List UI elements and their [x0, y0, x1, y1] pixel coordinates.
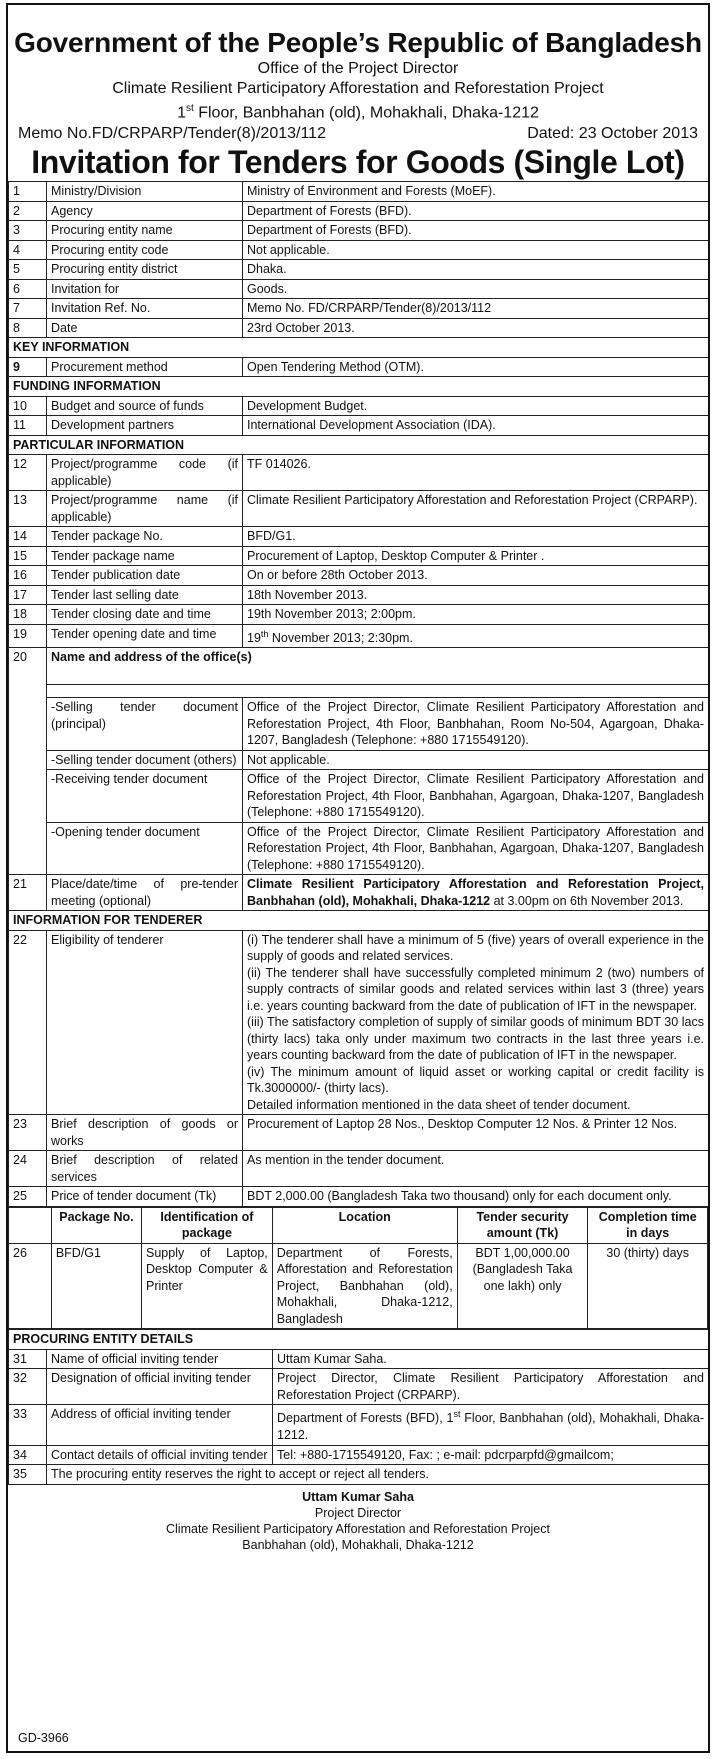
row-value: The procuring entity reserves the right to accept or reject all tenders. — [47, 1465, 709, 1485]
info-row — [9, 546, 709, 566]
row-label: Ministry/Division — [47, 182, 243, 202]
info-row — [9, 396, 709, 416]
row-number: 23 — [9, 1115, 47, 1151]
section-key-information — [9, 338, 709, 358]
entity-row — [9, 1405, 709, 1445]
row-value: Procurement of Laptop 28 Nos., Desktop Computer 12 Nos. & Printer 12 Nos. — [243, 1115, 709, 1151]
info-row — [9, 299, 709, 319]
tender-info-table — [8, 181, 709, 1207]
row-value — [243, 875, 709, 911]
row-number: 32 — [9, 1369, 47, 1405]
row-label: Project/programme code (if applicable) — [47, 455, 243, 491]
row-label: Tender package No. — [47, 527, 243, 547]
section-funding-information — [9, 377, 709, 397]
address-floor: 1 — [177, 104, 186, 122]
row-number: 16 — [9, 566, 47, 586]
row-label: Tender publication date — [47, 566, 243, 586]
row-value: 23rd October 2013. — [243, 318, 709, 338]
section-heading: FUNDING INFORMATION — [9, 377, 709, 397]
row-label: Procurement method — [47, 357, 243, 377]
package-security-header: Tender security amount (Tk) — [457, 1207, 588, 1243]
info-row — [9, 1115, 709, 1151]
row-number: 15 — [9, 546, 47, 566]
meeting-time: at 3.00pm on 6th November 2013. — [490, 893, 684, 908]
row-number: 14 — [9, 527, 47, 547]
info-row — [9, 566, 709, 586]
row-label: Tender opening date and time — [47, 624, 243, 648]
package-security: BDT 1,00,000.00 (Bangladesh Taka one lakh) only — [457, 1243, 588, 1329]
signature-block — [8, 1485, 708, 1553]
row-number: 8 — [9, 318, 47, 338]
section-heading: PARTICULAR INFORMATION — [9, 435, 709, 455]
row-value: Ministry of Environment and Forests (MoEF). — [243, 182, 709, 202]
package-completion: 30 (thirty) days — [588, 1243, 708, 1329]
info-row — [9, 930, 709, 1115]
row-number: 7 — [9, 299, 47, 319]
notice-header — [8, 27, 708, 123]
info-row — [9, 455, 709, 491]
row-number: 19 — [9, 624, 47, 648]
office-label: -Receiving tender document — [47, 770, 243, 823]
row-label: Project/programme name (if applicable) — [47, 491, 243, 527]
info-row — [9, 585, 709, 605]
package-ident-header: Identification of package — [142, 1207, 273, 1243]
eligibility-clause: (iii) The satisfactory completion of supply of similar goods of minimum BDT 30 lacs (thirty lacs) taka only under maximum two contracts in the last three years i.e. years counting backward from the date of publication of IFT in the newspaper. — [247, 1015, 704, 1063]
row-value — [243, 930, 709, 1115]
row-value: Department of Forests (BFD). — [243, 221, 709, 241]
row-label: Brief description of goods or works — [47, 1115, 243, 1151]
row-label: Procuring entity district — [47, 260, 243, 280]
row-label: Place/date/time of pre-tender meeting (optional) — [47, 875, 243, 911]
office-row — [9, 770, 709, 823]
row-label: Tender package name — [47, 546, 243, 566]
row-number: 1 — [9, 182, 47, 202]
row-value — [273, 1405, 709, 1445]
eligibility-clause: (iv) The minimum amount of liquid asset or working capital or credit facility is Tk.3000000/- (thirty lacs). — [247, 1064, 704, 1096]
address-rest: Floor, Banbhahan (old), Mohakhali, Dhaka-1212 — [193, 104, 539, 122]
row-value: On or before 28th October 2013. — [243, 566, 709, 586]
office-row — [9, 698, 709, 751]
row-label: Designation of official inviting tender — [47, 1369, 273, 1405]
section-particular-information — [9, 435, 709, 455]
office-row — [9, 750, 709, 770]
office-value: Office of the Project Director, Climate Resilient Participatory Afforestation and Reforestation Project, 4th Floor, Banbhahan, Agargoan, Dhaka-1207, Bangladesh (Telephone: +880 1715549120). — [243, 770, 709, 823]
row-number: 10 — [9, 396, 47, 416]
row-value: Procurement of Laptop, Desktop Computer & Printer . — [243, 546, 709, 566]
info-row — [9, 624, 709, 648]
entity-row — [9, 1465, 709, 1485]
info-row — [9, 648, 709, 685]
row-label: Invitation Ref. No. — [47, 299, 243, 319]
info-row — [9, 357, 709, 377]
memo-line — [8, 123, 708, 144]
row-label: Date — [47, 318, 243, 338]
row-label: Development partners — [47, 416, 243, 436]
info-row — [9, 416, 709, 436]
info-row — [9, 260, 709, 280]
entity-row — [9, 1369, 709, 1405]
row-value: Climate Resilient Participatory Afforestation and Reforestation Project (CRPARP). — [243, 491, 709, 527]
info-row — [9, 1187, 709, 1207]
package-location: Department of Forests, Afforestation and Reforestation Project, Banbhahan (old), Mohakhali, Dhaka-1212, Bangladesh — [272, 1243, 457, 1329]
row-value: Department of Forests (BFD). — [243, 201, 709, 221]
office-value: Office of the Project Director, Climate Resilient Participatory Afforestation and Reforestation Project, 4th Floor, Banbhahan, Agargoan, Dhaka-1207, Bangladesh (Telephone: +880 1715549120). — [243, 822, 709, 875]
date-suffix: th — [260, 628, 269, 639]
office-label: -Selling tender document (others) — [47, 750, 243, 770]
entity-row — [9, 1349, 709, 1369]
office-line: Office of the Project Director — [257, 60, 459, 77]
row-number: 17 — [9, 585, 47, 605]
row-value: Open Tendering Method (OTM). — [243, 357, 709, 377]
signatory-address: Banbhahan (old), Mohakhali, Dhaka-1212 — [242, 1537, 474, 1552]
info-row — [9, 1151, 709, 1187]
row-number: 24 — [9, 1151, 47, 1187]
info-row — [9, 491, 709, 527]
date-rest: November 2013; 2:30pm. — [268, 630, 413, 645]
row-value: As mention in the tender document. — [243, 1151, 709, 1187]
row-value: Uttam Kumar Saha. — [273, 1349, 709, 1369]
row-number: 2 — [9, 201, 47, 221]
package-no-header: Package No. — [51, 1207, 141, 1243]
info-row — [9, 182, 709, 202]
section-procuring-entity-details — [9, 1330, 709, 1350]
row-label: Name and address of the office(s) — [47, 648, 709, 685]
row-label: Address of official inviting tender — [47, 1405, 273, 1445]
row-number: 6 — [9, 279, 47, 299]
eligibility-clause: Detailed information mentioned in the data sheet of tender document. — [247, 1097, 631, 1112]
address-part: Department of Forests (BFD), 1 — [277, 1411, 454, 1426]
info-row — [9, 201, 709, 221]
row-label: Procuring entity code — [47, 240, 243, 260]
row-value: Development Budget. — [243, 396, 709, 416]
meeting-place: Climate Resilient Participatory Afforestation and Reforestation Project, Banbhahan (old), Mohakhali, Dhaka-1212 — [247, 877, 704, 908]
package-row-number: 26 — [9, 1243, 52, 1329]
row-number: 34 — [9, 1445, 47, 1465]
row-label: Tender closing date and time — [47, 605, 243, 625]
notice-title: Invitation for Tenders for Goods (Single Lot) — [31, 144, 685, 181]
row-value: Dhaka. — [243, 260, 709, 280]
row-value: International Development Association (IDA). — [243, 416, 709, 436]
memo-date: Dated: 23 October 2013 — [527, 125, 698, 143]
row-value: 18th November 2013. — [243, 585, 709, 605]
row-label: Price of tender document (Tk) — [47, 1187, 243, 1207]
office-label: -Opening tender document — [47, 822, 243, 875]
row-number: 3 — [9, 221, 47, 241]
info-row — [9, 240, 709, 260]
package-row — [9, 1243, 708, 1329]
office-value: Office of the Project Director, Climate Resilient Participatory Afforestation and Reforestation Project, 4th Floor, Banbhahan, Room No-504, Agargoan, Dhaka-1207, Bangladesh (Telephone: +880 1715549120). — [243, 698, 709, 751]
package-completion-header: Completion time in days — [588, 1207, 708, 1243]
row-number: 12 — [9, 455, 47, 491]
row-label: Tender last selling date — [47, 585, 243, 605]
row-value: Project Director, Climate Resilient Participatory Afforestation and Reforestation Project (CRPARP). — [273, 1369, 709, 1405]
row-number: 9 — [9, 357, 47, 377]
row-number: 13 — [9, 491, 47, 527]
package-header-row — [9, 1207, 708, 1243]
row-number: 5 — [9, 260, 47, 280]
memo-number: Memo No.FD/CRPARP/Tender(8)/2013/112 — [18, 125, 326, 143]
section-heading: INFORMATION FOR TENDERER — [9, 911, 709, 931]
eligibility-clause: (i) The tenderer shall have a minimum of 5 (five) years of overall experience in the supply of goods and related services. — [247, 932, 704, 964]
signatory-project: Climate Resilient Participatory Afforestation and Reforestation Project — [166, 1521, 550, 1536]
package-identification: Supply of Laptop, Desktop Computer & Printer — [142, 1243, 273, 1329]
row-label: Brief description of related services — [47, 1151, 243, 1187]
row-value — [243, 624, 709, 648]
row-value: TF 014026. — [243, 455, 709, 491]
info-row — [9, 221, 709, 241]
section-information-for-tenderer — [9, 911, 709, 931]
info-row — [9, 527, 709, 547]
eligibility-clause: (ii) The tenderer shall have successfully completed minimum 2 (two) numbers of supply contracts of similar goods and related services within last 3 (three) years i.e. years counting backward from the date of publication of IFT in the newspaper. — [247, 965, 704, 1013]
row-number: 35 — [9, 1465, 47, 1485]
row-value: BDT 2,000.00 (Bangladesh Taka two thousand) only for each document only. — [243, 1187, 709, 1207]
row-value: Memo No. FD/CRPARP/Tender(8)/2013/112 — [243, 299, 709, 319]
tender-notice-page — [6, 3, 710, 1753]
signatory-name: Uttam Kumar Saha — [302, 1489, 414, 1504]
row-label: Procuring entity name — [47, 221, 243, 241]
info-row — [9, 605, 709, 625]
row-label: Name of official inviting tender — [47, 1349, 273, 1369]
gd-code: GD-3966 — [18, 1731, 69, 1745]
row-value: Tel: +880-1715549120, Fax: ; e-mail: pdcrparpfd@gmailcom; — [273, 1445, 709, 1465]
row-label: Contact details of official inviting tender — [47, 1445, 273, 1465]
spacer-row — [9, 685, 709, 698]
section-heading: KEY INFORMATION — [9, 338, 709, 358]
row-number: 18 — [9, 605, 47, 625]
address-sup: st — [186, 103, 194, 114]
row-number: 4 — [9, 240, 47, 260]
row-label: Agency — [47, 201, 243, 221]
office-row — [9, 822, 709, 875]
row-value: Goods. — [243, 279, 709, 299]
address-suffix: st — [453, 1409, 461, 1420]
row-value: BFD/G1. — [243, 527, 709, 547]
project-line: Climate Resilient Participatory Afforestation and Reforestation Project — [112, 80, 604, 97]
spacer-cell — [47, 685, 709, 698]
package-table — [8, 1207, 708, 1330]
row-label: Invitation for — [47, 279, 243, 299]
address-rest: Floor, Banbhahan (old), Mohakhali, Dhaka-1212. — [277, 1411, 705, 1443]
section-heading: PROCURING ENTITY DETAILS — [9, 1330, 709, 1350]
row-number: 25 — [9, 1187, 47, 1207]
info-row — [9, 318, 709, 338]
address-line — [8, 99, 708, 123]
package-header-spacer — [9, 1207, 52, 1243]
office-label: -Selling tender document (principal) — [47, 698, 243, 751]
row-number: 11 — [9, 416, 47, 436]
info-row — [9, 875, 709, 911]
entity-row — [9, 1445, 709, 1465]
package-no: BFD/G1 — [51, 1243, 141, 1329]
row-label: Budget and source of funds — [47, 396, 243, 416]
row-number: 21 — [9, 875, 47, 911]
date-day: 19 — [247, 630, 261, 645]
row-number: 31 — [9, 1349, 47, 1369]
row-label: Eligibility of tenderer — [47, 930, 243, 1115]
government-title: Government of the People’s Republic of Bangladesh — [14, 27, 702, 58]
row-number: 22 — [9, 930, 47, 1115]
procuring-entity-table — [8, 1329, 709, 1484]
row-number: 20 — [9, 648, 47, 875]
row-number: 33 — [9, 1405, 47, 1445]
info-row — [9, 279, 709, 299]
package-location-header: Location — [272, 1207, 457, 1243]
row-value: Not applicable. — [243, 240, 709, 260]
row-value: 19th November 2013; 2:00pm. — [243, 605, 709, 625]
signatory-title: Project Director — [314, 1505, 402, 1520]
office-value: Not applicable. — [243, 750, 709, 770]
